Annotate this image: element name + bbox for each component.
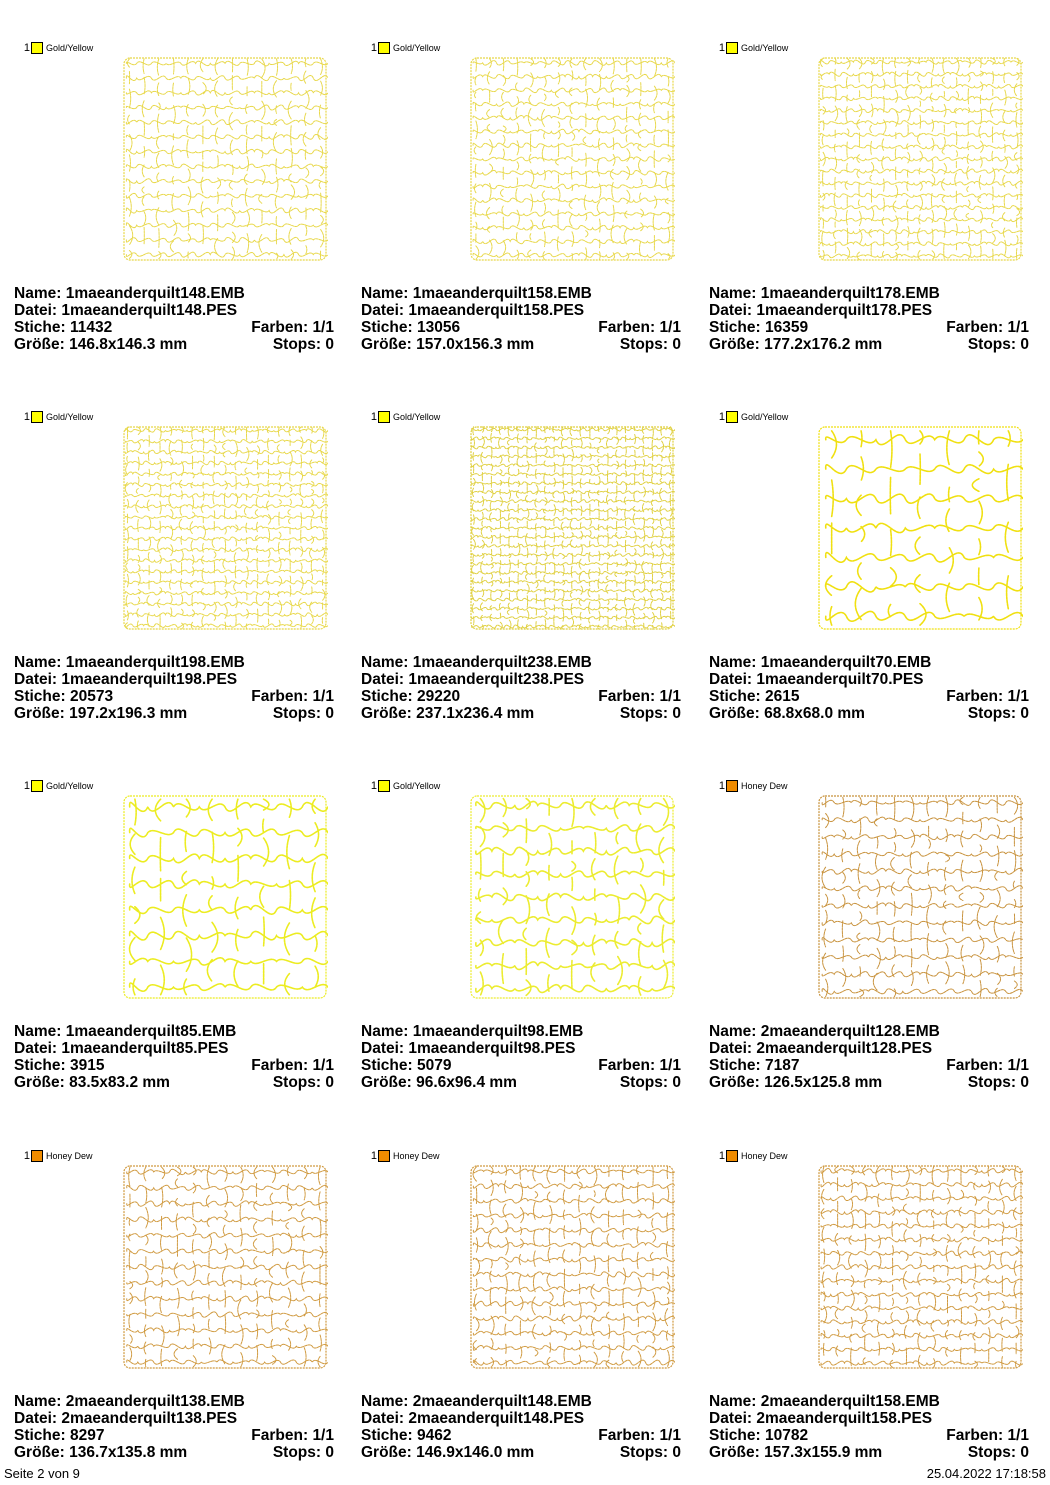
thread-color-row bbox=[715, 40, 788, 56]
design-card bbox=[709, 379, 1039, 739]
stop-count: Stops: 0 bbox=[619, 336, 681, 353]
stitch-path bbox=[473, 1167, 675, 1370]
thread-index: 1 bbox=[23, 411, 30, 423]
color-count: Farben: 1/1 bbox=[598, 688, 681, 705]
thread-index: 1 bbox=[718, 780, 725, 792]
stitch-count: Stiche: 13056 bbox=[361, 319, 461, 336]
design-card bbox=[14, 379, 344, 739]
stitch-count: Stiche: 3915 bbox=[14, 1057, 105, 1074]
design-size: Größe: 83.5x83.2 mm bbox=[14, 1074, 170, 1091]
pattern-border bbox=[124, 58, 326, 260]
thread-index: 1 bbox=[23, 1150, 30, 1162]
design-file: Datei: 1maeanderquilt70.PES bbox=[709, 671, 924, 688]
stitch-path bbox=[125, 427, 328, 631]
thread-index: 1 bbox=[23, 780, 30, 792]
design-file: Datei: 1maeanderquilt238.PES bbox=[361, 671, 585, 688]
quilt-pattern-preview bbox=[469, 56, 675, 262]
stop-count: Stops: 0 bbox=[967, 1074, 1029, 1091]
design-size: Größe: 146.8x146.3 mm bbox=[14, 336, 188, 353]
design-info bbox=[14, 285, 334, 353]
design-size: Größe: 96.6x96.4 mm bbox=[361, 1074, 517, 1091]
stitch-count: Stiche: 10782 bbox=[709, 1427, 809, 1444]
thread-index: 1 bbox=[718, 1150, 725, 1162]
thread-color-row bbox=[20, 40, 93, 56]
stitch-path bbox=[473, 59, 675, 262]
design-file: Datei: 1maeanderquilt158.PES bbox=[361, 302, 585, 319]
color-count: Farben: 1/1 bbox=[251, 1057, 334, 1074]
thread-name: Honey Dew bbox=[46, 1151, 93, 1161]
print-timestamp: 25.04.2022 17:18:58 bbox=[926, 1466, 1046, 1481]
design-info bbox=[709, 654, 1029, 722]
design-size: Größe: 68.8x68.0 mm bbox=[709, 705, 865, 722]
design-info bbox=[709, 1393, 1029, 1461]
quilt-pattern-preview bbox=[817, 794, 1023, 1000]
thread-name: Gold/Yellow bbox=[46, 43, 94, 53]
thread-name: Honey Dew bbox=[741, 1151, 788, 1161]
design-file: Datei: 1maeanderquilt198.PES bbox=[14, 671, 238, 688]
thread-swatch bbox=[726, 411, 738, 423]
thread-color-row bbox=[20, 409, 93, 425]
thread-color-row bbox=[715, 778, 788, 794]
thread-color-row bbox=[20, 1148, 93, 1164]
design-file: Datei: 2maeanderquilt138.PES bbox=[14, 1410, 238, 1427]
stitch-path bbox=[472, 427, 675, 629]
stitch-count: Stiche: 11432 bbox=[14, 319, 113, 336]
design-card bbox=[14, 748, 344, 1108]
design-info bbox=[709, 285, 1029, 353]
stitch-count: Stiche: 2615 bbox=[709, 688, 800, 705]
design-card bbox=[361, 1118, 691, 1478]
stitch-path bbox=[822, 797, 1023, 996]
design-info bbox=[14, 654, 334, 722]
thread-color-row bbox=[367, 1148, 440, 1164]
stitch-path bbox=[821, 58, 1023, 262]
thread-swatch bbox=[31, 1150, 43, 1162]
quilt-pattern-preview bbox=[817, 425, 1023, 631]
thread-index: 1 bbox=[370, 411, 377, 423]
pattern-border bbox=[471, 1166, 673, 1368]
design-name: Name: 1maeanderquilt98.EMB bbox=[361, 1023, 584, 1040]
quilt-pattern-preview bbox=[469, 794, 675, 1000]
design-size: Größe: 177.2x176.2 mm bbox=[709, 336, 883, 353]
stitch-path bbox=[826, 431, 1023, 630]
stop-count: Stops: 0 bbox=[967, 336, 1029, 353]
design-info bbox=[14, 1023, 334, 1091]
design-card bbox=[14, 1118, 344, 1478]
design-name: Name: 1maeanderquilt158.EMB bbox=[361, 285, 592, 302]
quilt-pattern-preview bbox=[817, 1164, 1023, 1370]
color-count: Farben: 1/1 bbox=[946, 319, 1029, 336]
design-card bbox=[361, 748, 691, 1108]
thread-index: 1 bbox=[718, 42, 725, 54]
design-file: Datei: 1maeanderquilt98.PES bbox=[361, 1040, 576, 1057]
design-card bbox=[361, 379, 691, 739]
color-count: Farben: 1/1 bbox=[946, 1427, 1029, 1444]
design-info bbox=[361, 1023, 681, 1091]
design-file: Datei: 2maeanderquilt158.PES bbox=[709, 1410, 933, 1427]
color-count: Farben: 1/1 bbox=[251, 1427, 334, 1444]
design-size: Größe: 126.5x125.8 mm bbox=[709, 1074, 883, 1091]
quilt-pattern-preview bbox=[122, 425, 328, 631]
stitch-count: Stiche: 9462 bbox=[361, 1427, 452, 1444]
thread-name: Gold/Yellow bbox=[393, 43, 441, 53]
stitch-count: Stiche: 7187 bbox=[709, 1057, 800, 1074]
thread-swatch bbox=[378, 780, 390, 792]
pattern-border bbox=[819, 796, 1021, 998]
thread-swatch bbox=[378, 411, 390, 423]
stitch-count: Stiche: 29220 bbox=[361, 688, 461, 705]
design-name: Name: 1maeanderquilt148.EMB bbox=[14, 285, 245, 302]
design-info bbox=[14, 1393, 334, 1461]
design-file: Datei: 1maeanderquilt85.PES bbox=[14, 1040, 229, 1057]
pattern-border bbox=[124, 796, 326, 998]
thread-index: 1 bbox=[370, 42, 377, 54]
design-info bbox=[361, 1393, 681, 1461]
thread-name: Gold/Yellow bbox=[393, 412, 441, 422]
design-name: Name: 1maeanderquilt238.EMB bbox=[361, 654, 592, 671]
thread-swatch bbox=[378, 42, 390, 54]
thread-color-row bbox=[20, 778, 93, 794]
design-card bbox=[709, 748, 1039, 1108]
quilt-pattern-preview bbox=[469, 425, 675, 631]
design-file: Datei: 1maeanderquilt178.PES bbox=[709, 302, 933, 319]
thread-color-row bbox=[715, 409, 788, 425]
thread-index: 1 bbox=[370, 1150, 377, 1162]
design-card bbox=[14, 10, 344, 370]
thread-name: Gold/Yellow bbox=[741, 412, 789, 422]
thread-color-row bbox=[715, 1148, 788, 1164]
design-name: Name: 2maeanderquilt128.EMB bbox=[709, 1023, 940, 1040]
page-footer bbox=[0, 1464, 1050, 1482]
quilt-pattern-preview bbox=[817, 56, 1023, 262]
stop-count: Stops: 0 bbox=[272, 1444, 334, 1461]
design-size: Größe: 237.1x236.4 mm bbox=[361, 705, 535, 722]
thread-index: 1 bbox=[718, 411, 725, 423]
stitch-path bbox=[126, 59, 328, 262]
thread-color-row bbox=[367, 409, 440, 425]
thread-index: 1 bbox=[23, 42, 30, 54]
design-size: Größe: 146.9x146.0 mm bbox=[361, 1444, 535, 1461]
thread-swatch bbox=[726, 780, 738, 792]
stop-count: Stops: 0 bbox=[967, 705, 1029, 722]
design-card bbox=[709, 10, 1039, 370]
design-size: Größe: 157.3x155.9 mm bbox=[709, 1444, 883, 1461]
thread-color-row bbox=[367, 778, 440, 794]
color-count: Farben: 1/1 bbox=[251, 688, 334, 705]
stitch-count: Stiche: 20573 bbox=[14, 688, 114, 705]
quilt-pattern-preview bbox=[122, 1164, 328, 1370]
stop-count: Stops: 0 bbox=[619, 705, 681, 722]
stop-count: Stops: 0 bbox=[272, 705, 334, 722]
color-count: Farben: 1/1 bbox=[598, 319, 681, 336]
quilt-pattern-preview bbox=[122, 56, 328, 262]
design-name: Name: 2maeanderquilt158.EMB bbox=[709, 1393, 940, 1410]
thread-swatch bbox=[31, 780, 43, 792]
stitch-path bbox=[127, 1167, 328, 1370]
design-card bbox=[361, 10, 691, 370]
stitch-path bbox=[130, 799, 328, 995]
stop-count: Stops: 0 bbox=[272, 336, 334, 353]
color-count: Farben: 1/1 bbox=[946, 1057, 1029, 1074]
thread-name: Gold/Yellow bbox=[393, 781, 441, 791]
color-count: Farben: 1/1 bbox=[598, 1427, 681, 1444]
thread-swatch bbox=[31, 411, 43, 423]
thread-swatch bbox=[726, 42, 738, 54]
stop-count: Stops: 0 bbox=[619, 1074, 681, 1091]
design-name: Name: 2maeanderquilt148.EMB bbox=[361, 1393, 592, 1410]
thread-name: Honey Dew bbox=[393, 1151, 440, 1161]
color-count: Farben: 1/1 bbox=[598, 1057, 681, 1074]
stop-count: Stops: 0 bbox=[619, 1444, 681, 1461]
design-name: Name: 1maeanderquilt85.EMB bbox=[14, 1023, 237, 1040]
thread-color-row bbox=[367, 40, 440, 56]
thread-name: Gold/Yellow bbox=[741, 43, 789, 53]
stitch-count: Stiche: 8297 bbox=[14, 1427, 105, 1444]
quilt-pattern-preview bbox=[469, 1164, 675, 1370]
design-card bbox=[709, 1118, 1039, 1478]
design-size: Größe: 157.0x156.3 mm bbox=[361, 336, 535, 353]
design-info bbox=[361, 654, 681, 722]
design-size: Größe: 197.2x196.3 mm bbox=[14, 705, 188, 722]
stitch-count: Stiche: 16359 bbox=[709, 319, 809, 336]
stitch-path bbox=[476, 799, 675, 998]
stop-count: Stops: 0 bbox=[967, 1444, 1029, 1461]
design-file: Datei: 2maeanderquilt148.PES bbox=[361, 1410, 585, 1427]
stitch-count: Stiche: 5079 bbox=[361, 1057, 452, 1074]
color-count: Farben: 1/1 bbox=[251, 319, 334, 336]
thread-swatch bbox=[726, 1150, 738, 1162]
thread-index: 1 bbox=[370, 780, 377, 792]
design-file: Datei: 1maeanderquilt148.PES bbox=[14, 302, 238, 319]
thread-name: Gold/Yellow bbox=[46, 781, 94, 791]
design-name: Name: 1maeanderquilt70.EMB bbox=[709, 654, 932, 671]
thread-swatch bbox=[31, 42, 43, 54]
thread-name: Honey Dew bbox=[741, 781, 788, 791]
stop-count: Stops: 0 bbox=[272, 1074, 334, 1091]
design-name: Name: 2maeanderquilt138.EMB bbox=[14, 1393, 245, 1410]
design-info bbox=[709, 1023, 1029, 1091]
stitch-path bbox=[821, 1167, 1023, 1370]
design-info bbox=[361, 285, 681, 353]
thread-name: Gold/Yellow bbox=[46, 412, 94, 422]
quilt-pattern-preview bbox=[122, 794, 328, 1000]
design-name: Name: 1maeanderquilt178.EMB bbox=[709, 285, 940, 302]
page-number: Seite 2 von 9 bbox=[4, 1466, 80, 1481]
color-count: Farben: 1/1 bbox=[946, 688, 1029, 705]
design-file: Datei: 2maeanderquilt128.PES bbox=[709, 1040, 933, 1057]
design-size: Größe: 136.7x135.8 mm bbox=[14, 1444, 188, 1461]
design-name: Name: 1maeanderquilt198.EMB bbox=[14, 654, 245, 671]
thread-swatch bbox=[378, 1150, 390, 1162]
